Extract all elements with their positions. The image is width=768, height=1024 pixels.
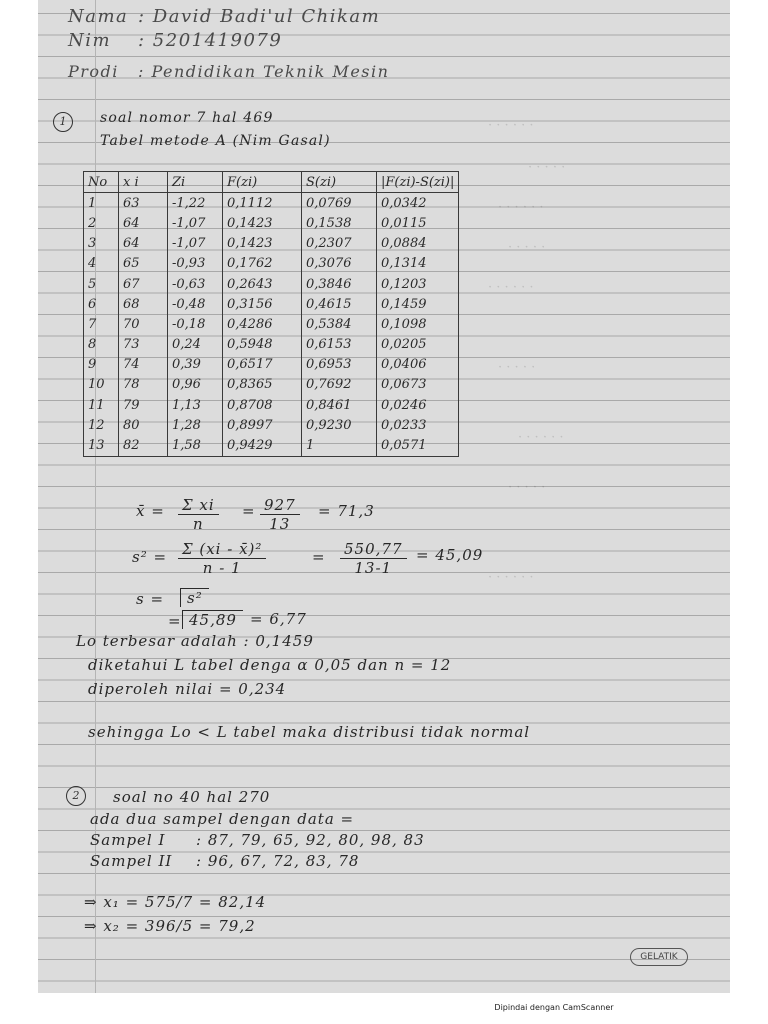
- cell-no: 13: [84, 435, 119, 456]
- cell-fzi: 0,4286: [223, 314, 302, 334]
- cell-zi: 1,58: [168, 435, 223, 456]
- cell-szi: 0,6953: [302, 355, 377, 375]
- q1-number-circle: 1: [53, 112, 73, 132]
- cell-xi: 80: [119, 415, 168, 435]
- lo-largest-line: Lo terbesar adalah : 0,1459: [76, 632, 314, 650]
- cell-fzi: 0,1762: [223, 254, 302, 274]
- cell-diff: 0,1459: [377, 294, 459, 314]
- cell-szi: 0,3846: [302, 274, 377, 294]
- prodi-label: Prodi: [68, 62, 119, 81]
- cell-zi: 0,39: [168, 355, 223, 375]
- cell-xi: 74: [119, 355, 168, 375]
- table-row: [84, 254, 459, 274]
- cell-diff: 0,0571: [377, 435, 459, 456]
- cell-diff: 0,0406: [377, 355, 459, 375]
- cell-fzi: 0,3156: [223, 294, 302, 314]
- variance-result: = 45,09: [416, 546, 484, 564]
- gelatik-logo: GELATIK: [630, 948, 688, 966]
- cell-no: 10: [84, 375, 119, 395]
- table-row: [84, 294, 459, 314]
- cell-xi: 78: [119, 375, 168, 395]
- nama-value: : David Badi'ul Chikam: [138, 6, 381, 27]
- cell-zi: -0,63: [168, 274, 223, 294]
- cell-xi: 70: [119, 314, 168, 334]
- cell-zi: -1,07: [168, 234, 223, 254]
- mean-fraction-1: [178, 496, 219, 533]
- mean-denominator-value: 13: [269, 515, 291, 533]
- table-header-row: [84, 172, 459, 193]
- cell-fzi: 0,1423: [223, 234, 302, 254]
- cell-xi: 68: [119, 294, 168, 314]
- x2-mean-line: ⇒ x₂ = 396/5 = 79,2: [84, 917, 256, 935]
- cell-no: 11: [84, 395, 119, 415]
- col-header-xi: x i: [119, 172, 168, 193]
- cell-diff: 0,0233: [377, 415, 459, 435]
- cell-no: 4: [84, 254, 119, 274]
- sample-1-label: Sampel I: [90, 831, 166, 849]
- cell-no: 2: [84, 213, 119, 233]
- cell-diff: 0,0205: [377, 335, 459, 355]
- cell-zi: 0,96: [168, 375, 223, 395]
- q2-line-1: ada dua sampel dengan data =: [90, 810, 355, 828]
- mean-fraction-2: [260, 496, 300, 533]
- variance-fraction-2: [340, 540, 407, 577]
- prodi-value: : Pendidikan Teknik Mesin: [138, 62, 390, 81]
- sd-lhs-2: =: [168, 612, 182, 630]
- mean-numerator: Σ xi: [178, 496, 219, 515]
- cell-diff: 0,1314: [377, 254, 459, 274]
- table-row: [84, 335, 459, 355]
- table-row: [84, 395, 459, 415]
- cell-xi: 82: [119, 435, 168, 456]
- sd-root-1: s²: [180, 588, 209, 607]
- cell-xi: 63: [119, 193, 168, 214]
- col-header-diff: |F(zi)-S(zi)|: [377, 172, 459, 193]
- cell-szi: 0,6153: [302, 335, 377, 355]
- cell-zi: 1,13: [168, 395, 223, 415]
- q2-number-circle: 2: [66, 786, 86, 806]
- conclusion-line: sehingga Lo < L tabel maka distribusi tidak normal: [88, 723, 531, 741]
- cell-diff: 0,0884: [377, 234, 459, 254]
- variance-denominator-value: 13-1: [354, 559, 393, 577]
- lilliefors-table: [83, 171, 459, 457]
- variance-numerator: Σ (xi - x̄)²: [178, 540, 266, 559]
- cell-xi: 79: [119, 395, 168, 415]
- scanner-footer: Dipindai dengan CamScanner: [494, 1003, 614, 1012]
- x1-mean-line: ⇒ x₁ = 575/7 = 82,14: [84, 893, 267, 911]
- show-through-artifact: · · · · · · · · · · · · · · · · · · · · · · · · · · · · · · · · · · · · · · · · · · · · · · · · · ·: [488, 118, 566, 585]
- cell-szi: 0,7692: [302, 375, 377, 395]
- cell-fzi: 0,8365: [223, 375, 302, 395]
- cell-fzi: 0,5948: [223, 335, 302, 355]
- cell-fzi: 0,8708: [223, 395, 302, 415]
- cell-fzi: 0,1423: [223, 213, 302, 233]
- cell-fzi: 0,2643: [223, 274, 302, 294]
- col-header-fzi: F(zi): [223, 172, 302, 193]
- cell-fzi: 0,9429: [223, 435, 302, 456]
- cell-diff: 0,0115: [377, 213, 459, 233]
- cell-szi: 0,9230: [302, 415, 377, 435]
- cell-diff: 0,0342: [377, 193, 459, 214]
- cell-no: 7: [84, 314, 119, 334]
- cell-xi: 65: [119, 254, 168, 274]
- cell-no: 3: [84, 234, 119, 254]
- cell-szi: 0,4615: [302, 294, 377, 314]
- cell-szi: 0,8461: [302, 395, 377, 415]
- cell-diff: 0,0246: [377, 395, 459, 415]
- variance-denominator: n - 1: [202, 559, 242, 577]
- col-header-zi: Zi: [168, 172, 223, 193]
- cell-no: 6: [84, 294, 119, 314]
- sd-root-2: 45,89: [182, 610, 243, 629]
- cell-no: 5: [84, 274, 119, 294]
- cell-zi: 1,28: [168, 415, 223, 435]
- mean-result: = 71,3: [318, 502, 375, 520]
- cell-fzi: 0,8997: [223, 415, 302, 435]
- table-row: [84, 435, 459, 456]
- variance-numerator-value: 550,77: [340, 540, 407, 559]
- cell-no: 1: [84, 193, 119, 214]
- given-line: diketahui L tabel denga α 0,05 dan n = 12: [88, 656, 452, 674]
- cell-zi: -1,22: [168, 193, 223, 214]
- cell-szi: 0,1538: [302, 213, 377, 233]
- sd-result: = 6,77: [250, 610, 307, 628]
- table-row: [84, 415, 459, 435]
- cell-no: 8: [84, 335, 119, 355]
- cell-fzi: 0,1112: [223, 193, 302, 214]
- cell-szi: 1: [302, 435, 377, 456]
- cell-zi: -0,48: [168, 294, 223, 314]
- cell-xi: 64: [119, 213, 168, 233]
- cell-zi: -1,07: [168, 213, 223, 233]
- variance-fraction-1: [178, 540, 266, 577]
- table-row: [84, 234, 459, 254]
- cell-szi: 0,2307: [302, 234, 377, 254]
- table-row: [84, 213, 459, 233]
- nim-label: Nim: [68, 30, 112, 51]
- nim-value: : 5201419079: [138, 30, 283, 51]
- variance-lhs: s² =: [132, 548, 168, 566]
- cell-diff: 0,0673: [377, 375, 459, 395]
- cell-fzi: 0,6517: [223, 355, 302, 375]
- cell-xi: 67: [119, 274, 168, 294]
- cell-no: 12: [84, 415, 119, 435]
- table-body: [84, 193, 459, 456]
- table-row: [84, 355, 459, 375]
- col-header-no: No: [84, 172, 119, 193]
- nama-label: Nama: [68, 6, 129, 27]
- mean-numerator-value: 927: [260, 496, 300, 515]
- cell-zi: -0,18: [168, 314, 223, 334]
- sample-2-label: Sampel II: [90, 852, 173, 870]
- sd-lhs-1: s =: [136, 590, 165, 608]
- obtained-line: diperoleh nilai = 0,234: [88, 680, 287, 698]
- notebook-page: [38, 0, 730, 993]
- cell-xi: 73: [119, 335, 168, 355]
- mean-denominator: n: [192, 515, 204, 533]
- cell-diff: 0,1203: [377, 274, 459, 294]
- cell-zi: 0,24: [168, 335, 223, 355]
- cell-zi: -0,93: [168, 254, 223, 274]
- variance-eq: =: [312, 548, 326, 566]
- mean-lhs: x̄ =: [136, 502, 165, 520]
- cell-xi: 64: [119, 234, 168, 254]
- col-header-szi: S(zi): [302, 172, 377, 193]
- mean-eq: =: [242, 502, 256, 520]
- table-row: [84, 314, 459, 334]
- cell-szi: 0,3076: [302, 254, 377, 274]
- cell-diff: 0,1098: [377, 314, 459, 334]
- cell-szi: 0,0769: [302, 193, 377, 214]
- table-row: [84, 375, 459, 395]
- table-row: [84, 193, 459, 214]
- cell-szi: 0,5384: [302, 314, 377, 334]
- q1-subtitle: Tabel metode A (Nim Gasal): [100, 133, 331, 149]
- cell-no: 9: [84, 355, 119, 375]
- table-row: [84, 274, 459, 294]
- q1-title: soal nomor 7 hal 469: [100, 110, 274, 126]
- sample-1-values: : 87, 79, 65, 92, 80, 98, 83: [196, 831, 425, 849]
- sample-2-values: : 96, 67, 72, 83, 78: [196, 852, 360, 870]
- q2-title: soal no 40 hal 270: [113, 788, 271, 806]
